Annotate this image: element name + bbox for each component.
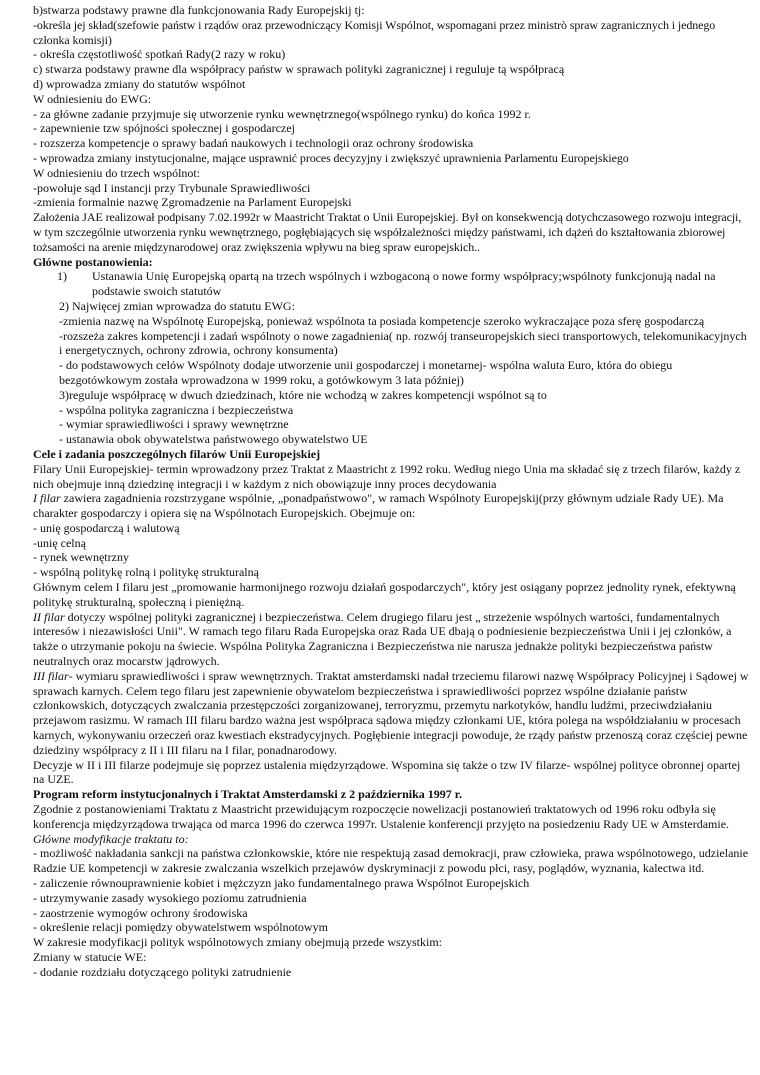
text-line: - zaostrzenie wymogów ochrony środowiska <box>33 905 248 920</box>
text-line: c) stwarza podstawy prawne dla współpracy państw w sprawach polityki zagranicznej i reguluje tą współpracą <box>33 62 565 77</box>
term-iii-filar: III filar <box>33 668 69 683</box>
paragraph <box>33 610 752 669</box>
text-line: W odniesieniu do EWG: <box>33 91 152 106</box>
subheading: Główne modyfikacje traktatu to: <box>33 831 189 846</box>
text-line: -unię celną <box>33 535 86 550</box>
text-line: - za główne zadanie przyjmuje się utworzenie rynku wewnętrznego(wspólnego rynku) do końca 1992 r. <box>33 106 531 121</box>
text-line: - dodanie rozdziału dotyczącego polityki zatrudnienie <box>33 964 292 979</box>
paragraph <box>33 669 752 758</box>
term-i-filar: I filar <box>33 491 61 506</box>
paragraph <box>33 491 752 521</box>
text-line: - utrzymywanie zasady wysokiego poziomu zatrudnienia <box>33 890 307 905</box>
paragraph-text: - wymiaru sprawiedliwości i spraw wewnętrznych. Traktat amsterdamski nadał trzeciemu filarowi nazwę Współpracy Policyjnej i Sądowej w sprawach karnych. Celem tego filaru jest zapewnienie obywatelom bezpieczeństwa i sprawiedliwości poprzez wspólne działanie państw członkowskich, dotyczących zwalczania przestępczości zorganizowanej, terroryzmu, przemytu narkotyków, handlu ludźmi, przeciwdziałaniu przejawom rasizmu. W ramach III filaru bardzo ważna jest współpraca sądowa między członkami UE, która polega na współdziałaniu w procesach karnych, wykonywaniu orzeczeń oraz kwestiach ekstradycyjnych. Pogłębienie integracji powoduje, że rządy państw przenoszą coraz częściej pewne dziedziny współpracy z II i III filaru na I filar, ponadnarodowy. <box>33 668 749 757</box>
paragraph: Decyzje w II i III filarze podejmuje się poprzez ustalenia międzyrządowe. Wspomina się także o tzw IV filarze- wspólnej polityce obronnej opartej na UZE. <box>33 757 741 787</box>
section-heading: Program reform instytucjonalnych i Traktat Amsterdamski z 2 października 1997 r. <box>33 787 462 802</box>
text-line: d) wprowadza zmiany do statutów wspólnot <box>33 76 246 91</box>
text-line: - określa częstotliwość spotkań Rady(2 razy w roku) <box>33 47 286 62</box>
text-line: -powołuje sąd I instancji przy Trybunale Sprawiedliwości <box>33 180 311 195</box>
text-line: - rynek wewnętrzny <box>33 550 129 565</box>
text-line: Zmiany w statucie WE: <box>33 950 147 964</box>
text-line: W zakresie modyfikacji polityk wspólnotowych zmiany obejmują przede wszystkim: <box>33 935 443 950</box>
text-line: - wspólną politykę rolną i politykę strukturalną <box>33 565 259 580</box>
list-item-text: Ustanawia Unię Europejską opartą na trzech wspólnych i wzbogaconą o nowe formy współpracy;wspólnoty funkcjonują nadal na podstawie swoich statutów <box>92 269 716 299</box>
text-line: - zapewnienie tzw spójności społecznej i gospodarczej <box>33 121 295 136</box>
text-line: - rozszerza kompetencje o sprawy badań naukowych i technologii oraz ochrony środowiska <box>33 136 474 151</box>
paragraph: Filary Unii Europejskiej- termin wprowadzony przez Traktat z Maastricht z 1992 roku. Według niego Unia ma składać się z trzech filarów, każdy z nich obejmuje inną dziedzinę integracji i w każdym z nich obowiązuje inny proces decydowania <box>33 461 741 491</box>
numbered-item <box>33 269 752 299</box>
text-line: - unię gospodarczą i walutową <box>33 520 180 535</box>
text-line: - określenie relacji pomiędzy obywatelstwem wspólnotowym <box>33 920 328 935</box>
paragraph: Głównym celem I filaru jest „promowanie harmonijnego rozwoju działań gospodarczych", który jest osiągany poprzez jednolity rynek, efektywną politykę strukturalną, społeczną i pieniężną. <box>33 580 736 609</box>
text-line: - wspólna polityka zagraniczna i bezpieczeństwa <box>59 402 294 417</box>
paragraph: - możliwość nakładania sankcji na państwa członkowskie, które nie respektują zasad demokracji, praw człowieka, prawa wspólnotowego, udzielanie Radzie UE kompetencji w zakresie zwalczania wszelkich przejawów dyskryminacji z powodu płci, rasy, poglądów, wyznania, kalectwa itd. <box>33 846 749 876</box>
text-line: - zaliczenie równouprawnienie kobiet i mężczyzn jako fundamentalnego prawa Wspólnot Europejskich <box>33 876 530 891</box>
paragraph: Zgodnie z postanowieniami Traktatu z Maastricht przewidującym rozpoczęcie nowelizacji postanowień traktatowych od 1996 roku odbyła się konferencja międzyrządowa trwająca od marca 1996 do czerwca 1997r. Ustalenie konferencji przyjęto na posiedzeniu Rady UE w Amsterdamie. <box>33 802 730 831</box>
section-heading: Główne postanowienia: <box>33 254 153 269</box>
text-line: 3)reguluje współpracę w dwuch dziedzinach, które nie wchodzą w zakres kompetencji wspólnot są to <box>59 387 547 402</box>
text-line: -rozszeża zakres kompetencji i zadań wspólnoty o nowe zagadnienia( np. rozwój transeuropejskich sieci transportowych, telekomunikacyjnych i energetycznych, ochrony zdrowia, ochrony konsumenta) <box>59 328 747 358</box>
text-line: b)stwarza podstawy prawne dla funkcjonowania Rady Europejskij tj: <box>33 3 365 17</box>
text-line: W odniesieniu do trzech wspólnot: <box>33 165 201 180</box>
text-line: - wymiar sprawiedliwości i sprawy wewnętrzne <box>59 417 289 432</box>
text-line: - wprowadza zmiany instytucjonalne, mające usprawnić proces decyzyjny i zwiększyć uprawnienia Parlamentu Europejskiego <box>33 150 629 165</box>
text-line: -zmienia formalnie nazwę Zgromadzenie na Parlament Europejski <box>33 195 352 210</box>
term-ii-filar: II filar <box>33 609 65 624</box>
list-number: 1) <box>57 269 67 284</box>
section-heading: Cele i zadania poszczególnych filarów Unii Europejskiej <box>33 446 321 461</box>
text-line: - do podstawowych celów Wspólnoty dodaje utworzenie unii gospodarczej i monetarnej- wspólna waluta Euro, która do obiegu bezgotówkowym została wprowadzona w 1999 roku, a gotówkowym 3 lata później) <box>59 358 673 387</box>
text-line: -zmienia nazwę na Wspólnotę Europejską, ponieważ wspólnota ta posiada kompetencje szeroko wykraczające poza sferę gospodarczą <box>59 313 705 328</box>
text-line: 2) Najwięcej zmian wprowadza do statutu EWG: <box>59 298 295 313</box>
paragraph-text: zawiera zagadnienia rozstrzygane wspólnie, „ponadpaństwowo", w ramach Wspólnoty Europejskij(przy głównym udziale Rady UE). Ma charakter gospodarczy i opiera się na Wspólnotach Europejskich. Obejmuje on: <box>33 491 724 521</box>
text-line: -określa jej skład(szefowie państw i rządów oraz przewodniczący Komisji Wspólnot, wspomagani przez ministrò spraw zagranicznych i jednego członka komisji) <box>33 17 716 47</box>
text-line: - ustanawia obok obywatelstwa państwowego obywatelstwo UE <box>59 432 368 447</box>
paragraph-text: dotyczy wspólnej polityki zagranicznej i bezpieczeństwa. Celem drugiego filaru jest „ strzeżenie wspólnych wartości, fundamentalnych interesów i niezawisłości Unii". W ramach tego filaru Rada Europejska oraz Rada UE dbają o podniesienie bezpieczeństwa Unii i jej członków, a także o utrzymanie pokoju na świecie. Wspólna Polityka Zagraniczna i Bezpieczeństwa nie narusza jednakże polityki bezpieczeństwa państw neutralnych oraz mocarstw jądrowych. <box>33 609 732 669</box>
paragraph: Założenia JAE realizował podpisany 7.02.1992r w Maastricht Traktat o Unii Europejskiej. Był on konsekwencją dotychczasowego rozwoju integracji, w tym szczególnie utworzenia rynku wewnętrznego, pogłębiających się współzależności między państwami, ich dążeń do kształtowania zbiorowej tożsamości na arenie międzynarodowej oraz zwiększenia wpływu na bieg spraw europejskich.. <box>33 210 742 254</box>
